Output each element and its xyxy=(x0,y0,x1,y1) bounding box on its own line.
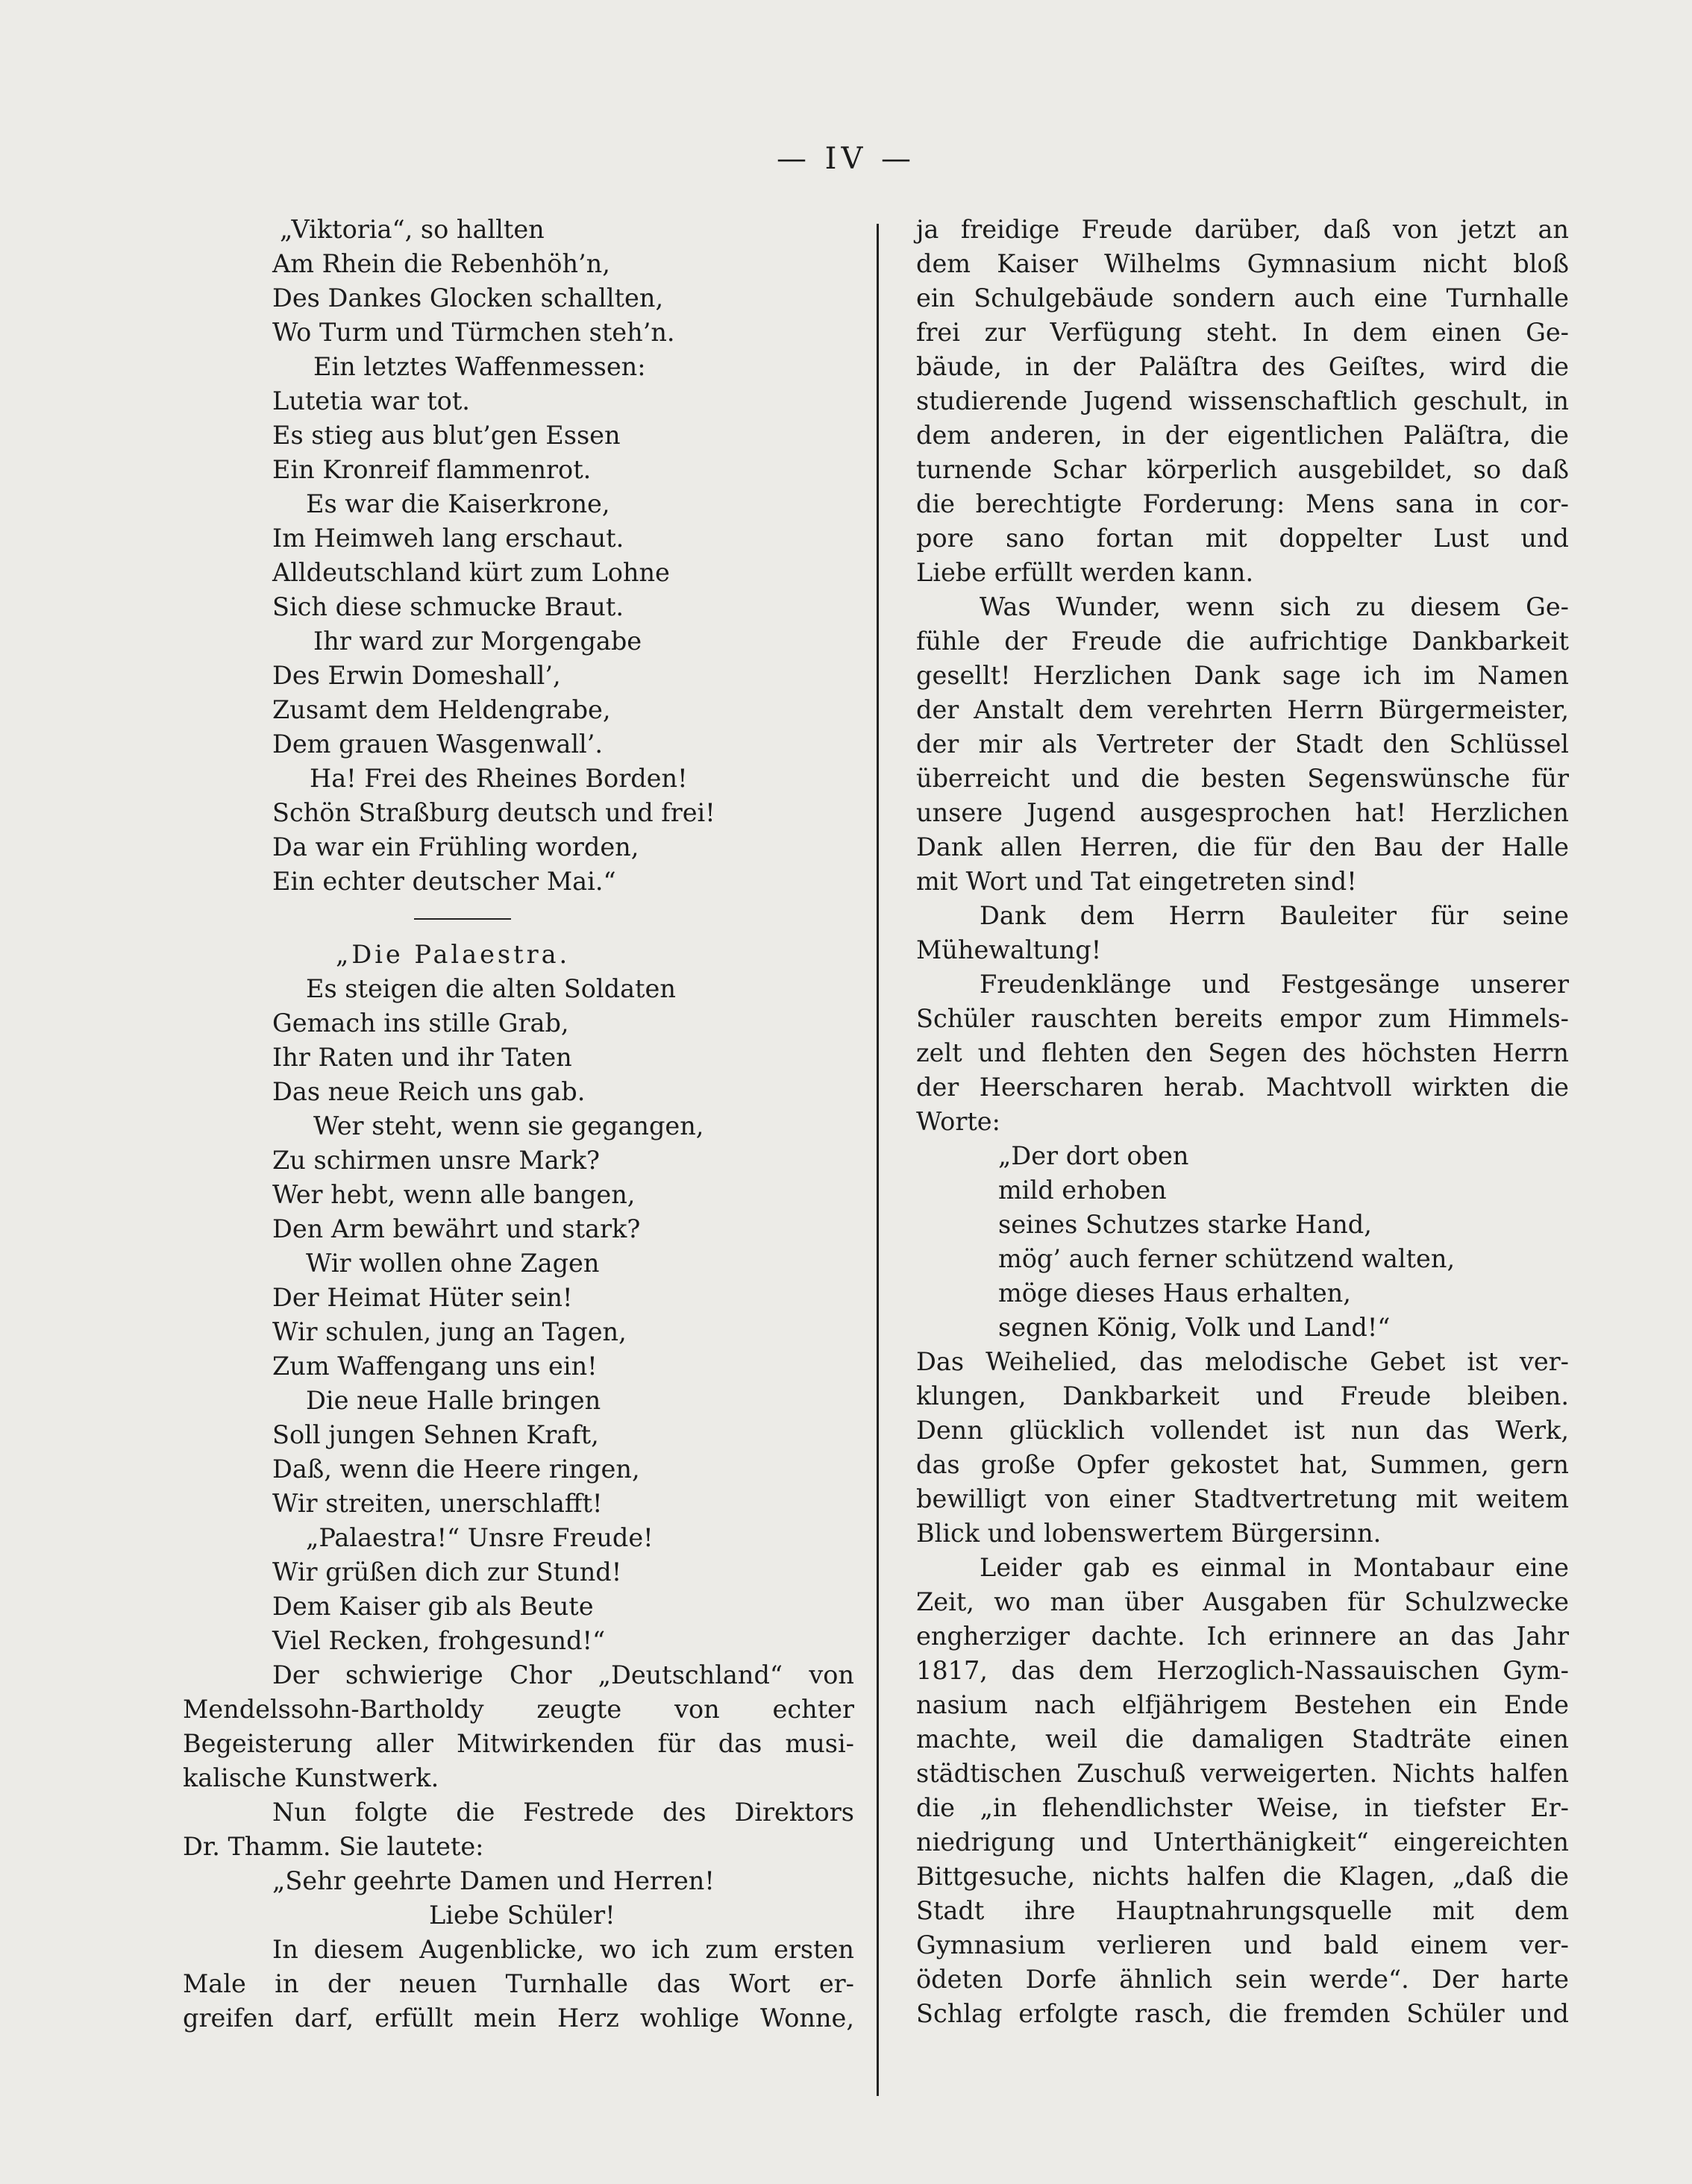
text-line: die „in flehendlichster Weise, in tiefster Er- xyxy=(916,1793,1569,1822)
text-line: Liebe erfüllt werden kann. xyxy=(916,558,1254,587)
text-line: Im Heimweh lang erschaut. xyxy=(272,524,624,553)
text-line: niedrigung und Unterthänigkeit“ eingereichten xyxy=(916,1827,1569,1857)
text-line: Freudenklänge und Festgesänge unserer xyxy=(980,970,1569,999)
text-line: Den Arm bewährt und stark? xyxy=(272,1214,641,1243)
text-line: Nun folgte die Festrede des Direktors xyxy=(272,1798,854,1827)
text-line: Wir grüßen dich zur Stund! xyxy=(272,1557,622,1587)
text-line: überreicht und die besten Segenswünsche für xyxy=(916,764,1569,793)
text-line: Soll jungen Sehnen Kraft, xyxy=(272,1420,599,1449)
text-line: das große Opfer gekostet hat, Summen, gern xyxy=(916,1450,1569,1479)
text-line: bewilligt von einer Stadtvertretung mit weitem xyxy=(916,1484,1569,1513)
text-line: Was Wunder, wenn sich zu diesem Ge- xyxy=(980,592,1569,621)
text-line: Das neue Reich uns gab. xyxy=(272,1077,586,1106)
text-line: Schüler rauschten bereits empor zum Himmels- xyxy=(916,1004,1569,1033)
text-line: segnen König, Volk und Land!“ xyxy=(998,1313,1391,1342)
text-line: Zu schirmen unsre Mark? xyxy=(272,1146,600,1175)
text-line: Zum Waffengang uns ein! xyxy=(272,1352,598,1381)
right-column xyxy=(916,213,1569,2031)
text-line: Der schwierige Chor „Deutschland“ von xyxy=(272,1660,854,1689)
text-line: ein Schulgebäude sondern auch eine Turnhalle xyxy=(916,283,1569,313)
text-line: nasium nach elfjährigem Bestehen ein Ende xyxy=(916,1690,1569,1719)
text-line: Schlag erfolgte rasch, die fremden Schüler und xyxy=(916,1999,1569,2028)
text-line: dem anderen, in der eigentlichen Paläſtra, die xyxy=(916,421,1569,450)
text-line: der mir als Vertreter der Stadt den Schlüssel xyxy=(916,729,1569,759)
text-line: 1817, das dem Herzoglich-Nassauischen Gym- xyxy=(916,1656,1569,1685)
text-line: Wer hebt, wenn alle bangen, xyxy=(272,1180,636,1209)
text-line: „Der dort oben xyxy=(998,1141,1189,1170)
text-line: Liebe Schüler! xyxy=(429,1901,615,1930)
text-line: Wir schulen, jung an Tagen, xyxy=(272,1317,627,1346)
text-line: die berechtigte Forderung: Mens sana in cor- xyxy=(916,489,1569,518)
text-line: Bittgesuche, nichts halfen die Klagen, „daß die xyxy=(916,1862,1569,1891)
page-number: — IV — xyxy=(776,142,916,176)
text-line: engherziger dachte. Ich erinnere an das Jahr xyxy=(916,1622,1569,1651)
text-line: Es war die Kaiserkrone, xyxy=(306,489,610,518)
text-line: Worte: xyxy=(916,1107,1000,1136)
text-line: Mendelssohn-Bartholdy zeugte von echter xyxy=(183,1695,854,1724)
text-line: seines Schutzes starke Hand, xyxy=(998,1210,1372,1239)
text-line: Dem grauen Wasgenwall’. xyxy=(272,729,604,759)
text-line: Wir streiten, unerschlafft! xyxy=(272,1489,603,1518)
text-line: unsere Jugend ausgesprochen hat! Herzlichen xyxy=(916,798,1569,827)
text-line: Gemach ins stille Grab, xyxy=(272,1008,569,1038)
text-line: Ein echter deutscher Mai.“ xyxy=(272,867,616,896)
text-line: Viel Recken, frohgesund!“ xyxy=(272,1626,606,1655)
text-line: Das Weihelied, das melodische Gebet ist ver- xyxy=(916,1347,1569,1376)
text-line: zelt und flehten den Segen des höchsten Herrn xyxy=(916,1038,1569,1067)
text-line: Stadt ihre Hauptnahrungsquelle mit dem xyxy=(916,1896,1569,1925)
text-line: Es stieg aus blut’gen Essen xyxy=(272,421,621,450)
text-line: Es steigen die alten Soldaten xyxy=(306,974,676,1003)
text-line: ödeten Dorfe ähnlich sein werde“. Der harte xyxy=(916,1965,1569,1994)
text-line: Ihr ward zur Morgengabe xyxy=(313,627,642,656)
text-line: Begeisterung aller Mitwirkenden für das musi- xyxy=(183,1729,854,1758)
text-line: Dank allen Herren, die für den Bau der Halle xyxy=(916,832,1569,862)
left-column xyxy=(183,213,854,2036)
text-line: Da war ein Frühling worden, xyxy=(272,832,639,862)
text-line: klungen, Dankbarkeit und Freude bleiben. xyxy=(916,1381,1569,1410)
text-line: Zeit, wo man über Ausgaben für Schulzwecke xyxy=(916,1587,1569,1616)
text-line: frei zur Verfügung steht. In dem einen Ge- xyxy=(916,318,1569,347)
text-line: bäude, in der Paläſtra des Geiſtes, wird die xyxy=(916,352,1569,381)
text-line: „Palaestra!“ Unsre Freude! xyxy=(306,1523,654,1552)
text-line: Zusamt dem Heldengrabe, xyxy=(272,695,611,724)
text-line: städtischen Zuschuß verweigerten. Nichts halfen xyxy=(916,1759,1569,1788)
text-line: der Anstalt dem verehrten Herrn Bürgermeister, xyxy=(916,695,1569,724)
text-line: studierende Jugend wissenschaftlich geschult, in xyxy=(916,386,1569,415)
text-line: mild erhoben xyxy=(998,1176,1167,1205)
text-line: Denn glücklich vollendet ist nun das Werk, xyxy=(916,1416,1569,1445)
text-line: Male in der neuen Turnhalle das Wort er- xyxy=(183,1969,854,1998)
column-divider xyxy=(877,224,879,2096)
text-line: Der Heimat Hüter sein! xyxy=(272,1283,573,1312)
text-line: Daß, wenn die Heere ringen, xyxy=(272,1455,640,1484)
text-line: möge dieses Haus erhalten, xyxy=(998,1278,1351,1308)
text-line: „Sehr geehrte Damen und Herren! xyxy=(272,1866,715,1895)
text-line: turnende Schar körperlich ausgebildet, so daß xyxy=(916,455,1569,484)
text-line: „Die Palaestra. xyxy=(336,940,571,969)
text-line: machte, weil die damaligen Stadträte einen xyxy=(916,1725,1569,1754)
text-line: Dem Kaiser gib als Beute xyxy=(272,1592,594,1621)
text-line: pore sano fortan mit doppelter Lust und xyxy=(916,524,1569,553)
text-line: Sich diese schmucke Braut. xyxy=(272,592,624,621)
text-line: Alldeutschland kürt zum Lohne xyxy=(272,558,670,587)
text-line: Blick und lobenswertem Bürgersinn. xyxy=(916,1519,1382,1548)
text-line: Ha! Frei des Rheines Borden! xyxy=(310,764,688,793)
text-line: fühle der Freude die aufrichtige Dankbarkeit xyxy=(916,627,1569,656)
text-line: kalische Kunstwerk. xyxy=(183,1763,439,1792)
text-line: In diesem Augenblicke, wo ich zum ersten xyxy=(272,1935,854,1964)
text-line: Mühewaltung! xyxy=(916,935,1102,964)
text-line: Am Rhein die Rebenhöh’n, xyxy=(272,249,610,278)
text-line: mög’ auch ferner schützend walten, xyxy=(998,1244,1456,1273)
text-line: Ihr Raten und ihr Taten xyxy=(272,1043,572,1072)
text-line: Wo Turm und Türmchen steh’n. xyxy=(272,318,675,347)
text-line: Ein letztes Waffenmessen: xyxy=(313,352,646,381)
text-line: Die neue Halle bringen xyxy=(306,1386,601,1415)
text-line: der Heerscharen herab. Machtvoll wirkten die xyxy=(916,1073,1569,1102)
text-line: Leider gab es einmal in Montabaur eine xyxy=(980,1553,1569,1582)
text-line: ja freidige Freude darüber, daß von jetzt an xyxy=(916,215,1569,244)
text-line: Des Erwin Domeshall’, xyxy=(272,661,561,690)
text-line: Dank dem Herrn Bauleiter für seine xyxy=(980,901,1569,930)
text-line: Ein Kronreif flammenrot. xyxy=(272,455,592,484)
text-line: Dr. Thamm. Sie lautete: xyxy=(183,1832,484,1861)
text-line: gesellt! Herzlichen Dank sage ich im Namen xyxy=(916,661,1569,690)
text-line: mit Wort und Tat eingetreten sind! xyxy=(916,867,1357,896)
section-rule xyxy=(183,899,854,938)
text-line: „Viktoria“, so hallten xyxy=(280,215,545,244)
text-line: Lutetia war tot. xyxy=(272,386,470,415)
text-line: Gymnasium verlieren und bald einem ver- xyxy=(916,1930,1569,1959)
text-line: Wer steht, wenn sie gegangen, xyxy=(313,1111,704,1140)
text-line: dem Kaiser Wilhelms Gymnasium nicht bloß xyxy=(916,249,1569,278)
text-line: greifen darf, erfüllt mein Herz wohlige Wonne, xyxy=(183,2003,854,2033)
text-line: Des Dankes Glocken schallten, xyxy=(272,283,664,313)
text-line: Wir wollen ohne Zagen xyxy=(306,1249,600,1278)
text-line: Schön Straßburg deutsch und frei! xyxy=(272,798,715,827)
